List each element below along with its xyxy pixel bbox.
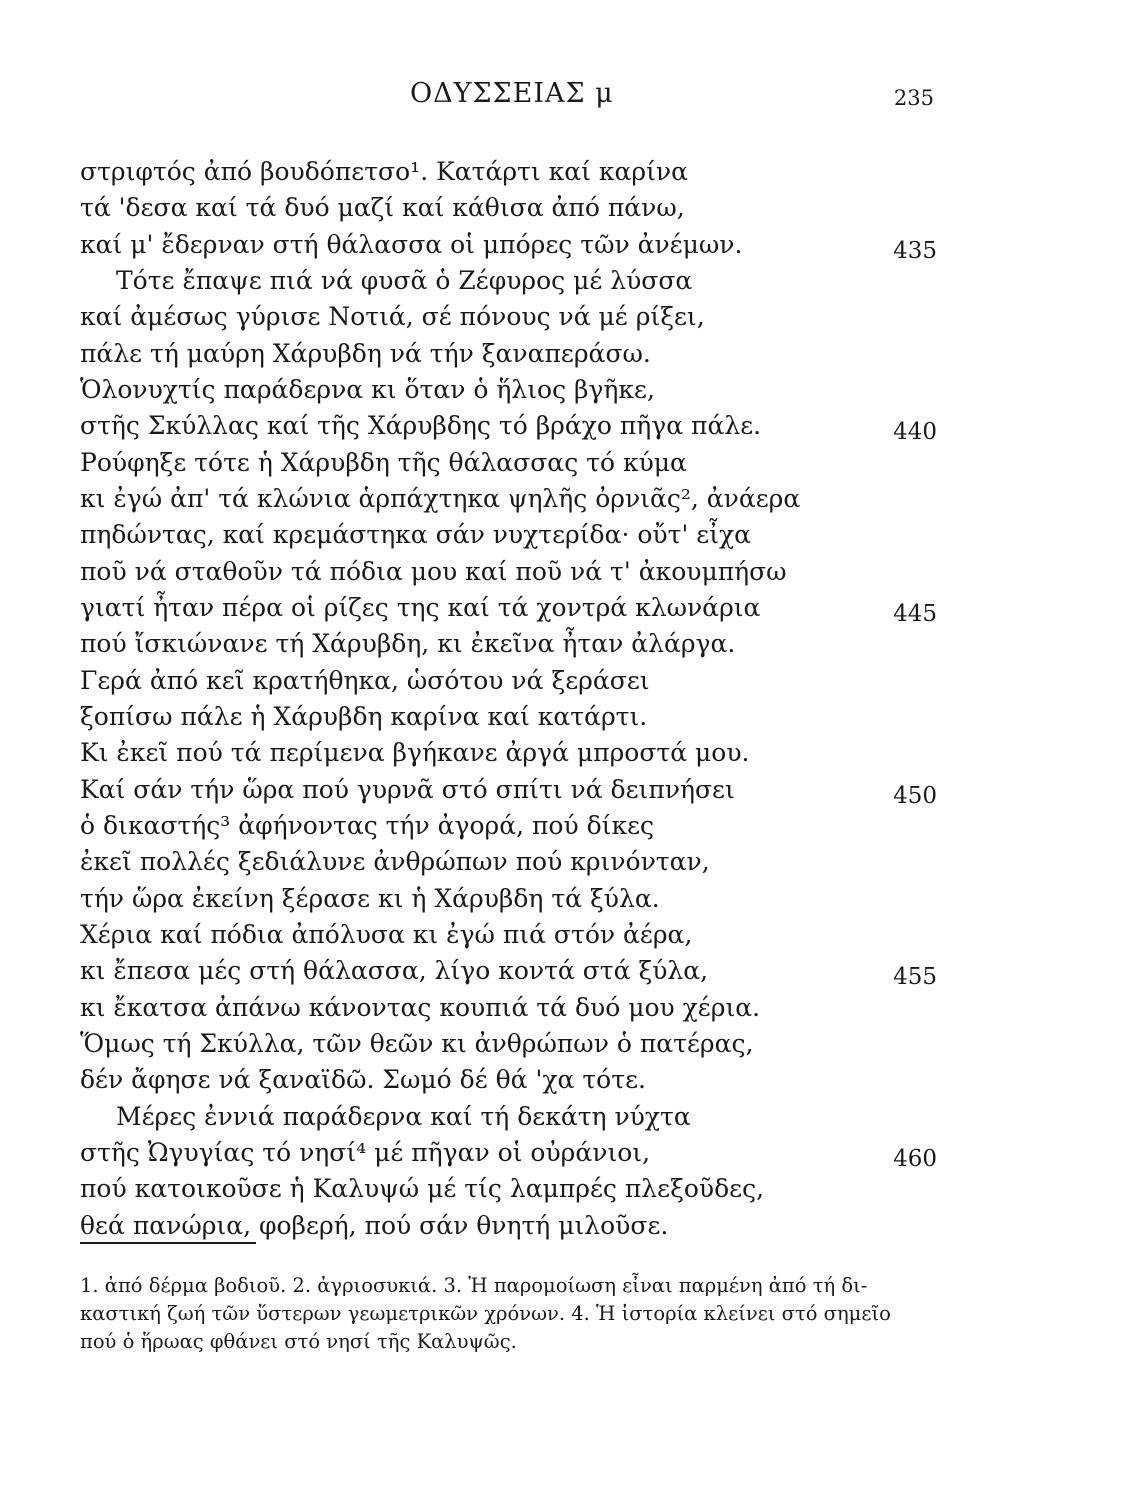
verse-line [60,1026,940,1062]
verse-text: στῆς Σκύλλας καί τῆς Χάρυβδης τό βράχο πῆγα πάλε. [80,411,762,441]
verse-line [60,554,940,590]
verse-line [60,1062,940,1098]
running-header-title: ΟΔΥΣΣΕΙΑΣ μ [410,78,614,109]
verse-line [60,372,940,408]
verse-text: κι ἔκατσα ἀπάνω κάνοντας κουπιά τά δυό μου χέρια. [80,992,761,1022]
verse-number: 450 [893,782,937,809]
verse-text: πού ἴσκιώνανε τή Χάρυβδη, κι ἐκεῖνα ἦταν ἀλάργα. [80,629,736,659]
verse-text: Τότε ἔπαψε πιά νά φυσᾶ ὁ Ζέφυρος μέ λύσσα [116,265,693,295]
verse-line [60,881,940,917]
verse-line [60,699,940,735]
verse-text: στῆς Ὠγυγίας τό νησί⁴ μέ πῆγαν οἱ οὐράνιοι, [80,1137,651,1167]
verse-text: κι ἐγώ ἀπ' τά κλώνια ἁρπάχτηκα ψηλῆς ὀρνιᾶς², ἀνάερα [80,483,801,513]
verse-line [60,299,940,335]
verse-line [60,445,940,481]
verse-line [60,408,940,444]
verse-text: πού κατοικοῦσε ἡ Καλυψώ μέ τίς λαμπρές πλεξοῦδες, [80,1174,765,1204]
verse-line [60,990,940,1026]
verse-line [60,517,940,553]
verse-text: ποῦ νά σταθοῦν τά πόδια μου καί ποῦ νά τ' ἀκουμπήσω [80,556,787,586]
verse-text: καί μ' ἔδερναν στή θάλασσα οἱ μπόρες τῶν ἀνέμων. [80,229,743,259]
verse-line [60,735,940,771]
verse-text: Καί σάν τήν ὥρα πού γυρνᾶ στό σπίτι νά δειπνήσει [80,774,735,804]
verse-text: ἐκεῖ πολλές ξεδιάλυνε ἀνθρώπων πού κρινόνταν, [80,847,710,877]
verse-line [60,808,940,844]
verse-line [60,190,940,226]
verse-text: Ὁλονυχτίς παράδερνα κι ὅταν ὁ ἥλιος βγῆκε, [80,374,655,404]
verse-text: στριφτός ἀπό βουδόπετσο¹. Κατάρτι καί καρίνα [80,157,688,186]
verse-line [60,772,940,808]
verse-number: 445 [893,600,937,627]
verse-line [60,1135,940,1171]
verse-number: 460 [893,1145,937,1172]
verse-line [60,1208,940,1244]
footnote-line: πού ὁ ἥρωας φθάνει στό νησί τῆς Καλυψῶς. [80,1330,517,1353]
verse-text: Χέρια καί πόδια ἀπόλυσα κι ἐγώ πιά στόν ἀέρα, [80,919,693,949]
verse-text: καί ἀμέσως γύρισε Νοτιά, σέ πόνους νά μέ ρίξει, [80,302,705,332]
verse-line [60,590,940,626]
verse-text: Ὅμως τή Σκύλλα, τῶν θεῶν κι ἀνθρώπων ὁ πατέρας, [80,1028,754,1058]
verse-text: ὁ δικαστής³ ἀφήνοντας τήν ἀγορά, πού δίκες [80,810,655,840]
verse-line [60,1171,940,1207]
verse-text: κι ἔπεσα μές στή θάλασσα, λίγο κοντά στά ξύλα, [80,956,709,986]
verse-text: Κι ἐκεῖ πού τά περίμενα βγήκανε ἀργά μπροστά μου. [80,738,750,768]
verse-line [60,953,940,989]
verse-line [60,154,940,190]
page-number: 235 [893,86,934,110]
verse-number: 435 [893,237,937,264]
verse-text: δέν ἄφησε νά ξαναϊδῶ. Σωμό δέ θά 'χα τότε. [80,1065,646,1095]
verse-text: θεά πανώρια, φοβερή, πού σάν θνητή μιλοῦσε. [80,1210,669,1240]
verse-line [60,663,940,699]
verse-text: γιατί ἦταν πέρα οἱ ρίζες της καί τά χοντρά κλωνάρια [80,592,761,622]
verse-text: τήν ὥρα ἐκείνη ξέρασε κι ἡ Χάρυβδη τά ξύλα. [80,883,660,913]
verse-line [60,336,940,372]
verse-text: Ρούφηξε τότε ἡ Χάρυβδη τῆς θάλασσας τό κύμα [80,447,687,477]
verse-number: 455 [893,964,937,991]
verse-line [60,917,940,953]
verse-line [60,263,940,299]
verse-text: Γερά ἀπό κεῖ κρατήθηκα, ὡσότου νά ξεράσει [80,665,650,695]
verse-line [60,481,940,517]
verse-block [60,154,940,1244]
verse-text: τά 'δεσα καί τά δυό μαζί καί κάθισα ἀπό πάνω, [80,193,685,223]
verse-text: Μέρες ἐννιά παράδερνα καί τή δεκάτη νύχτα [116,1101,691,1131]
footnote-divider [80,1242,256,1244]
verse-line [60,1099,940,1135]
verse-line [60,844,940,880]
verse-text: ξοπίσω πάλε ἡ Χάρυβδη καρίνα καί κατάρτι. [80,701,648,731]
verse-text: πάλε τή μαύρη Χάρυβδη νά τήν ξαναπεράσω. [80,338,651,368]
footnote-line: καστική ζωή τῶν ὕστερων γεωμετρικῶν χρόνων. 4. Ἡ ἱστορία κλείνει στό σημεῖο [80,1302,891,1325]
footnotes [80,1272,940,1356]
verse-number: 440 [893,419,937,446]
verse-line [60,626,940,662]
verse-line [60,227,940,263]
footnote-line: 1. ἀπό δέρμα βοδιοῦ. 2. ἀγριοσυκιά. 3. Ἡ παρομοίωση εἶναι παρμένη ἀπό τή δι- [80,1274,868,1297]
verse-text: πηδώντας, καί κρεμάστηκα σάν νυχτερίδα· οὔτ' εἶχα [80,520,752,550]
